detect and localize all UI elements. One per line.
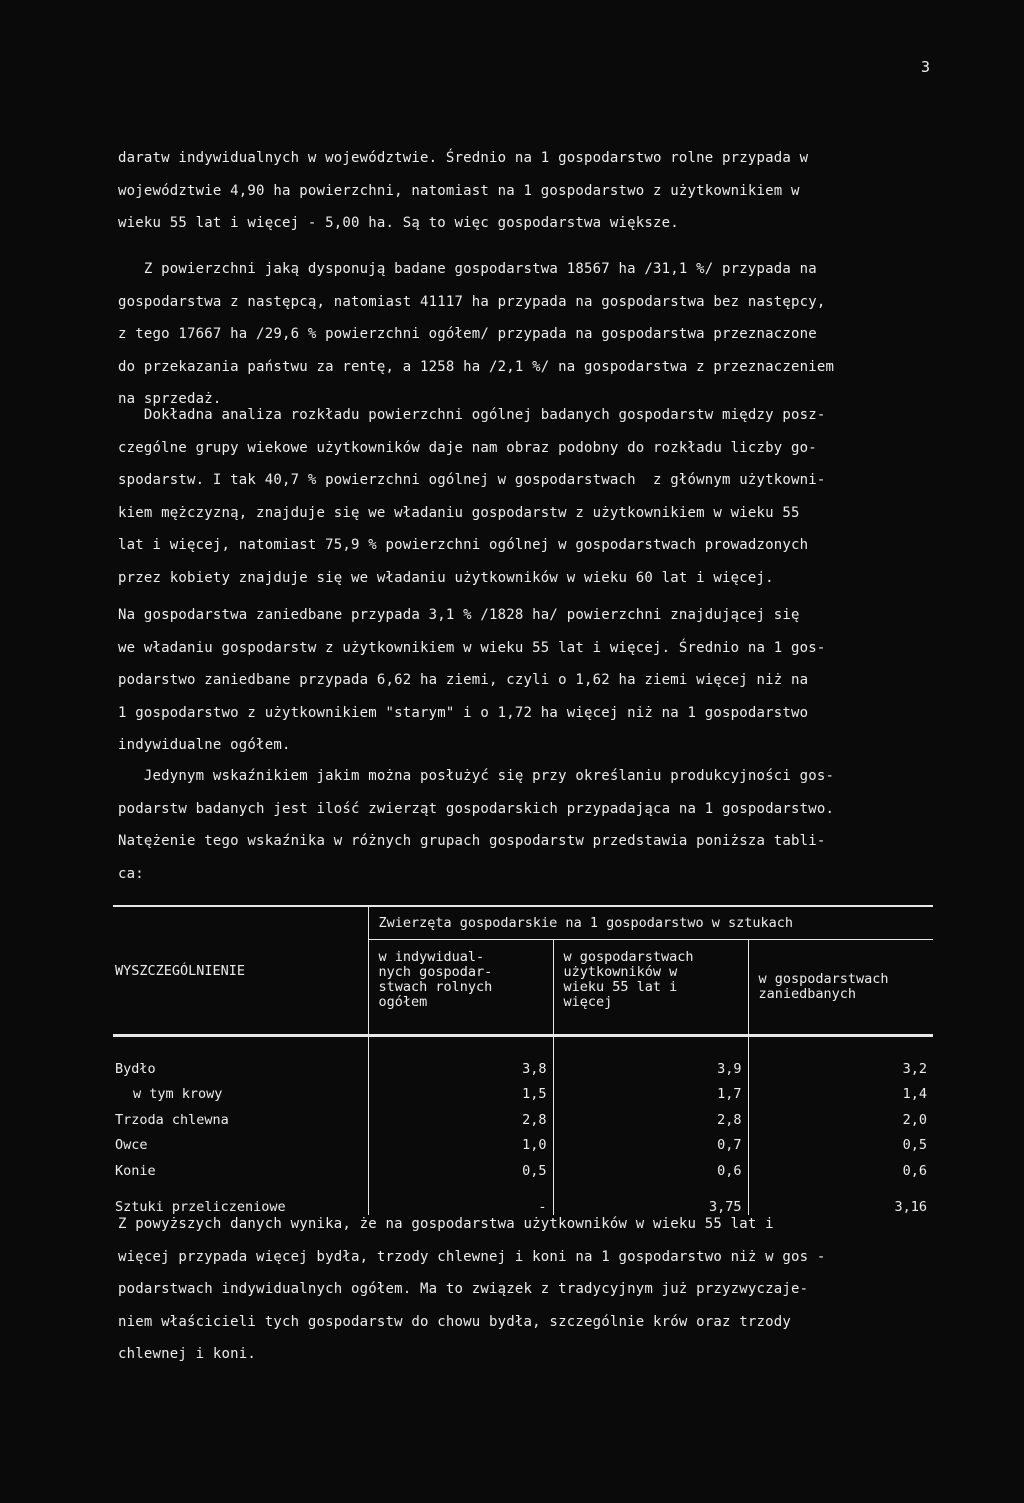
- row-label: w tym krowy: [133, 1086, 223, 1102]
- text-line: niem właścicieli tych gospodarstw do chowu bydła, szczególnie krów oraz trzody: [118, 1313, 792, 1330]
- text-line: z tego 17667 ha /29,6 % powierzchni ogółem/ przypada na gospodarstwa przeznaczone: [118, 326, 817, 342]
- cell-value: 0,6: [748, 1153, 933, 1179]
- paragraph-conclusion: [118, 1208, 928, 1371]
- column-header-label: w gospodarstwach zaniedbanych: [758, 971, 889, 1002]
- text-line: na sprzedaż.: [118, 391, 222, 407]
- paragraph-average-farm-size: [118, 142, 928, 240]
- cell-value: 1,0: [368, 1128, 553, 1154]
- text-line: indywidualne ogółem.: [118, 737, 291, 753]
- text-line: daratw indywidualnych w województwie. Średnio na 1 gospodarstwo rolne przypada w: [118, 150, 809, 166]
- cell-value: 3,2: [748, 1036, 933, 1077]
- text-line: Na gospodarstwa zaniedbane przypada 3,1 % /1828 ha/ powierzchni znajdującej się: [118, 607, 800, 623]
- group-header: Zwierzęta gospodarskie na 1 gospodarstwo w sztukach: [368, 906, 933, 940]
- column-header-label: w indywidual- nych gospodar- stwach rolnych ogółem: [378, 949, 493, 1010]
- cell-value: 0,5: [368, 1153, 553, 1179]
- cell-value: 3,75: [553, 1179, 748, 1215]
- cell-value: 3,9: [553, 1036, 748, 1077]
- page-number: 3: [921, 58, 931, 76]
- text-line: wieku 55 lat i więcej - 5,00 ha. Są to więc gospodarstwa większe.: [118, 215, 679, 231]
- cell-value: -: [368, 1179, 553, 1215]
- text-line: Z powierzchni jaką dysponują badane gospodarstwa 18567 ha /31,1 %/ przypada na: [118, 261, 817, 277]
- text-line: 1 gospodarstwo z użytkownikiem "starym" i o 1,72 ha więcej niż na 1 gospodarstwo: [118, 704, 809, 721]
- table-row: [113, 1036, 933, 1077]
- text-line: ca:: [118, 865, 144, 882]
- cell-value: 1,5: [368, 1077, 553, 1103]
- text-line: więcej przypada więcej bydła, trzody chlewnej i koni na 1 gospodarstwo niż w gos -: [118, 1248, 826, 1265]
- text-line: województwie 4,90 ha powierzchni, natomiast na 1 gospodarstwo z użytkownikiem w: [118, 182, 800, 199]
- cell-value: 2,8: [368, 1102, 553, 1128]
- livestock-table-grid: [113, 905, 933, 1215]
- text-line: podarstwach indywidualnych ogółem. Ma to związek z tradycyjnym już przyzwyczaje-: [118, 1281, 809, 1297]
- cell-value: 1,4: [748, 1077, 933, 1103]
- cell-value: 2,8: [553, 1102, 748, 1128]
- text-line: lat i więcej, natomiast 75,9 % powierzchni ogólnej w gospodarstwach prowadzonych: [118, 537, 809, 553]
- table-row: [113, 1102, 933, 1128]
- text-line: Jedynym wskaźnikiem jakim można posłużyć się przy określaniu produkcyjności gos-: [118, 768, 835, 784]
- cell-value: 0,6: [553, 1153, 748, 1179]
- text-line: podarstw badanych jest ilość zwierząt gospodarskich przypadająca na 1 gospodarstwo.: [118, 800, 835, 817]
- column-header-label: w gospodarstwach użytkowników w wieku 55 lat i więcej: [563, 949, 694, 1010]
- table-row: [113, 1153, 933, 1179]
- text-line: we władaniu gospodarstw z użytkownikiem w wieku 55 lat i więcej. Średnio na 1 gos-: [118, 639, 826, 656]
- paragraph-neglected-farms: [118, 599, 928, 762]
- text-line: przez kobiety znajduje się we władaniu użytkowników w wieku 60 lat i więcej.: [118, 569, 774, 586]
- text-line: kiem mężczyzną, znajduje się we władaniu gospodarstw z użytkownikiem w wieku 55: [118, 504, 800, 521]
- cell-value: 3,16: [748, 1179, 933, 1215]
- row-header: WYSZCZEGÓLNIENIE: [113, 906, 368, 1036]
- cell-value: 1,7: [553, 1077, 748, 1103]
- text-line: Z powyższych danych wynika, że na gospodarstwa użytkowników w wieku 55 lat i: [118, 1216, 774, 1232]
- text-line: czególne grupy wiekowe użytkowników daje nam obraz podobny do rozkładu liczby go-: [118, 439, 817, 456]
- text-line: do przekazania państwu za rentę, a 1258 ha /2,1 %/ na gospodarstwa z przeznaczeniem: [118, 358, 835, 375]
- text-line: podarstwo zaniedbane przypada 6,62 ha ziemi, czyli o 1,62 ha ziemi więcej niż na: [118, 672, 809, 688]
- column-header-all-farms: [368, 940, 553, 1036]
- cell-value: 3,8: [368, 1036, 553, 1077]
- row-label: Owce: [115, 1137, 148, 1153]
- table-row: [113, 1077, 933, 1103]
- text-line: Dokładna analiza rozkładu powierzchni ogólnej badanych gospodarstw między posz-: [118, 407, 826, 423]
- livestock-table: [113, 905, 933, 1215]
- table-row: [113, 1128, 933, 1154]
- row-label: Bydło: [115, 1060, 156, 1077]
- paragraph-livestock-indicator: [118, 760, 928, 890]
- cell-value: 2,0: [748, 1102, 933, 1128]
- row-label: Konie: [115, 1162, 156, 1179]
- paragraph-age-group-analysis: [118, 399, 928, 594]
- column-header-neglected-farms: [748, 940, 933, 1036]
- text-line: spodarstw. I tak 40,7 % powierzchni ogólnej w gospodarstwach z głównym użytkowni-: [118, 472, 826, 488]
- text-line: gospodarstwa z następcą, natomiast 41117 ha przypada na gospodarstwa bez następcy,: [118, 293, 826, 310]
- row-label: Trzoda chlewna: [115, 1111, 229, 1128]
- cell-value: 0,5: [748, 1128, 933, 1154]
- paragraph-area-distribution: [118, 253, 928, 416]
- column-header-older-users: [553, 940, 748, 1036]
- text-line: Natężenie tego wskaźnika w różnych grupach gospodarstw przedstawia poniższa tabli-: [118, 833, 826, 849]
- row-label: Sztuki przeliczeniowe: [115, 1198, 286, 1215]
- cell-value: 0,7: [553, 1128, 748, 1154]
- text-line: chlewnej i koni.: [118, 1346, 257, 1362]
